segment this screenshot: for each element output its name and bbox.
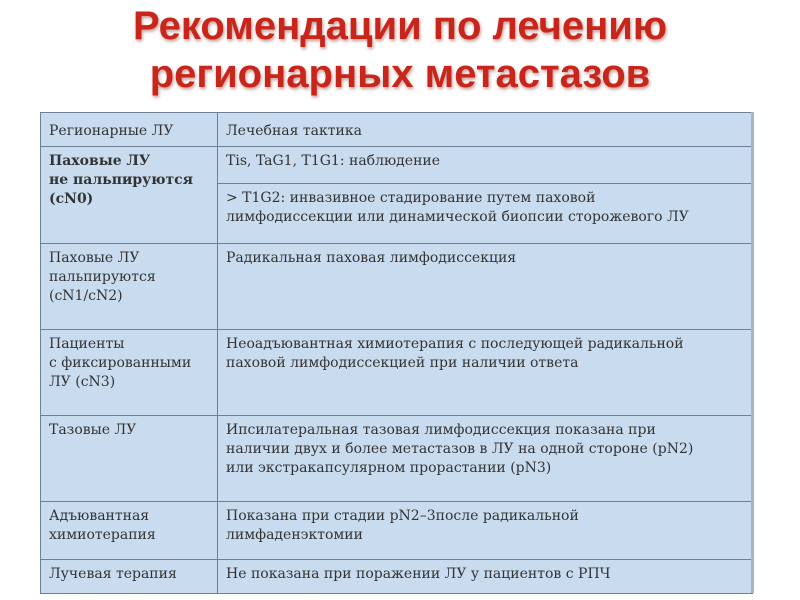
region-line: (cN1/cN2)	[49, 288, 123, 304]
table-row	[41, 330, 753, 416]
region-line: не пальпируются	[49, 172, 193, 188]
region-line: Паховые ЛУ	[49, 153, 151, 169]
slide-title	[0, 2, 800, 98]
treatment-table-container	[40, 112, 752, 594]
tactics-cell	[218, 184, 753, 244]
tactics-line: > T1G2: инвазивное стадирование путем паховой	[226, 190, 596, 206]
tactics-cell	[218, 330, 753, 416]
header-regional-ln: Регионарные ЛУ	[41, 113, 218, 147]
treatment-table	[40, 112, 753, 594]
region-line: Тазовые ЛУ	[49, 422, 137, 438]
tactics-cell	[218, 502, 753, 560]
tactics-line: Показана при стадии pN2–3после радикальной	[226, 508, 579, 524]
table-row	[41, 147, 753, 184]
tactics-line: наличии двух и более метастазов в ЛУ на одной стороне (pN2)	[226, 441, 694, 457]
region-cell	[41, 330, 218, 416]
region-line: Пациенты	[49, 336, 125, 352]
tactics-line: лимфаденэктомии	[226, 527, 363, 543]
region-cell	[41, 416, 218, 502]
tactics-line: Радикальная паховая лимфодиссекция	[226, 250, 517, 266]
tactics-line: Tis, TaG1, T1G1: наблюдение	[226, 153, 441, 169]
tactics-line: лимфодиссекции или динамической биопсии сторожевого ЛУ	[226, 209, 689, 225]
region-cell	[41, 244, 218, 330]
region-line: (cN0)	[49, 191, 94, 207]
region-line: Лучевая терапия	[49, 566, 177, 582]
table-row	[41, 502, 753, 560]
slide-title-line-2: регионарных метастазов	[149, 52, 651, 96]
tactics-line: или экстракапсулярном прорастании (pN3)	[226, 460, 552, 476]
region-line: с фиксированными	[49, 355, 192, 371]
tactics-line: Неоадъювантная химиотерапия с последующей радикальной	[226, 336, 684, 352]
region-cell	[41, 560, 218, 594]
tactics-line: паховой лимфодиссекцией при наличии ответа	[226, 355, 579, 371]
tactics-line: Ипсилатеральная тазовая лимфодиссекция показана при	[226, 422, 656, 438]
tactics-line: Не показана при поражении ЛУ у пациентов с РПЧ	[226, 566, 611, 582]
tactics-cell	[218, 147, 753, 184]
tactics-cell	[218, 244, 753, 330]
region-cell	[41, 147, 218, 244]
slide-title-line-1: Рекомендации по лечению	[132, 4, 668, 48]
table-right-edge-divider	[751, 112, 754, 593]
table-row	[41, 416, 753, 502]
table-header-row	[41, 113, 753, 147]
region-line: Адъювантная	[49, 508, 150, 524]
region-line: пальпируются	[49, 269, 156, 285]
tactics-cell	[218, 560, 753, 594]
table-row	[41, 560, 753, 594]
region-line: Паховые ЛУ	[49, 250, 140, 266]
header-treatment-tactics: Лечебная тактика	[218, 113, 753, 147]
region-line: химиотерапия	[49, 527, 156, 543]
tactics-cell	[218, 416, 753, 502]
table-row	[41, 244, 753, 330]
region-line: ЛУ (cN3)	[49, 374, 116, 390]
region-cell	[41, 502, 218, 560]
